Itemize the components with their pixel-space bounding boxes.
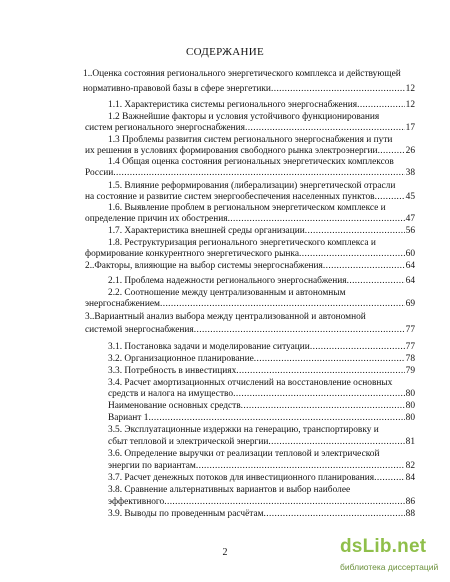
page-ref: 88 (405, 509, 415, 519)
page-ref: 77 (405, 325, 415, 335)
toc-entry[interactable] (85, 192, 415, 203)
toc-entry[interactable] (108, 389, 415, 400)
page-ref: 26 (405, 146, 415, 156)
dot-leader (164, 497, 404, 508)
toc-line: Наименование основных средств (108, 401, 241, 411)
toc-entry[interactable] (108, 342, 415, 353)
toc-entry[interactable] (85, 261, 415, 272)
toc-entry[interactable] (108, 276, 415, 287)
toc-entry[interactable] (85, 168, 415, 179)
toc-line: энергии по вариантам (108, 461, 196, 471)
toc-line: эффективного (108, 497, 165, 507)
page-ref: 79 (405, 366, 415, 376)
page-ref: 64 (405, 276, 415, 286)
toc-entry[interactable] (85, 123, 415, 134)
watermark-subtitle: библиотека диссертаций (340, 562, 439, 572)
toc-line: 3.6. Определение выручки от реализации тепловой и электрической (108, 449, 380, 459)
page-ref: 81 (405, 437, 415, 447)
toc-entry[interactable] (108, 100, 415, 111)
toc-entry[interactable] (108, 461, 415, 472)
page-ref: 80 (405, 389, 415, 399)
toc-line: нормативно-правовой базы в сфере энергетики (83, 84, 271, 94)
page-ref: 77 (405, 342, 415, 352)
toc-line: 2..Факторы, влияющие на выбор системы энергоснабжения (85, 261, 323, 271)
toc-line: 3.4. Расчет амортизационных отчислений на восстановление основных (108, 378, 393, 388)
toc-line: их решения в условиях формирования свободного рынка электроэнергии (85, 146, 378, 156)
dot-leader (113, 168, 404, 179)
dot-leader (268, 437, 404, 448)
dot-leader (374, 473, 405, 484)
page-ref: 17 (405, 123, 415, 133)
page-ref: 86 (405, 497, 415, 507)
watermark-logo: dsLib.net (340, 536, 427, 557)
dot-leader (236, 366, 404, 377)
toc-entry[interactable] (85, 146, 415, 157)
dot-leader (310, 342, 405, 353)
toc-line: 1.6. Выявление проблем в региональном энергетическом комплексе и (108, 203, 386, 213)
watermark[interactable] (340, 536, 450, 582)
page-number: 2 (222, 547, 228, 558)
toc-line: формирование конкурентного энергетического рынка (85, 249, 299, 259)
toc-entry[interactable] (108, 401, 415, 412)
toc-line: Вариант 1 (108, 413, 149, 423)
page-ref: 12 (405, 100, 415, 110)
toc-line: 3.7. Расчет денежных потоков для инвестиционного планирования (108, 473, 375, 483)
dot-leader (228, 214, 405, 225)
toc-line: 3.8. Сравнение альтернативных вариантов и выбор наиболее (108, 485, 351, 495)
toc-entry[interactable] (83, 84, 415, 95)
page-ref: 38 (405, 168, 415, 178)
page-ref: 82 (405, 461, 415, 471)
dot-leader (148, 413, 404, 424)
toc-line: энергоснабжением (85, 299, 160, 309)
toc-line: средств и налога на имущество (108, 389, 234, 399)
page-ref: 69 (405, 299, 415, 309)
toc-entry[interactable] (85, 214, 415, 225)
toc-line: 1.5. Влияние реформирования (либерализации) энергетической отрасли (108, 181, 396, 191)
toc-line: определение причин их обострения (85, 214, 228, 224)
dot-leader (378, 146, 405, 157)
toc-entry[interactable] (108, 226, 415, 237)
dot-leader (264, 509, 405, 520)
page-ref: 84 (405, 473, 415, 483)
toc-line: 3..Вариантный анализ выбора между централизованной и автономной (85, 312, 366, 322)
toc-entry[interactable] (108, 509, 415, 520)
toc-entry[interactable] (108, 497, 415, 508)
dot-leader (196, 461, 405, 472)
page-ref: 78 (405, 354, 415, 364)
page-ref: 45 (405, 192, 415, 202)
dot-leader (375, 192, 405, 203)
dot-leader (305, 226, 405, 237)
toc-line: 1.3 Проблемы развития систем регионального энергоснабжения и пути (108, 135, 393, 145)
toc-line: 2.1. Проблема надежности регионального энергоснабжения (108, 276, 347, 286)
page-ref: 80 (405, 401, 415, 411)
dot-leader (160, 299, 405, 310)
toc-line: на состояние и развитие систем энергообеспечения населенных пунктов (85, 192, 375, 202)
toc-line: 1..Оценка состояния регионального энергетического комплекса и действующей (83, 69, 401, 79)
page-ref: 12 (405, 84, 415, 94)
toc-line: систем регионального энергоснабжения (85, 123, 245, 133)
toc-line: 3.9. Выводы по проведенным расчётам (108, 509, 264, 519)
toc-entry[interactable] (108, 354, 415, 365)
dot-leader (299, 249, 405, 260)
toc-entry[interactable] (108, 413, 415, 424)
page-ref: 47 (405, 214, 415, 224)
toc-line: 1.2 Важнейшие факторы и условия устойчивого функционирования (108, 112, 380, 122)
dot-leader (241, 401, 405, 412)
toc-entry[interactable] (108, 437, 415, 448)
toc-entry[interactable] (108, 473, 415, 484)
dot-leader (194, 325, 405, 336)
dot-leader (254, 354, 405, 365)
dot-leader (323, 261, 405, 272)
toc-line: 1.4 Общая оценка состояния региональных энергетических комплексов (108, 157, 394, 167)
toc-line: 3.2. Организационное планирование (108, 354, 254, 364)
dot-leader (233, 389, 405, 400)
dot-leader (347, 276, 405, 287)
toc-line: 3.5. Эксплуатационные издержки на генерацию, транспортировку и (108, 425, 379, 435)
toc-line: 1.1. Характеристика системы регионального энергоснабжения (108, 100, 358, 110)
toc-line: сбыт тепловой и электрической энергии (108, 437, 269, 447)
page-title: СОДЕРЖАНИЕ (185, 46, 265, 58)
toc-line: 2.2. Соотношение между централизованным и автономным (108, 288, 346, 298)
toc-line: 1.7. Характеристика внешней среды организации (108, 226, 305, 236)
toc-line: 1.8. Реструктуризация регионального энергетического комплекса и (108, 238, 376, 248)
dot-leader (357, 100, 405, 111)
dot-leader (245, 123, 405, 134)
page-ref: 80 (405, 413, 415, 423)
toc-entry[interactable] (85, 299, 415, 310)
page-ref: 56 (405, 226, 415, 236)
toc-line: России (85, 168, 114, 178)
toc-entry[interactable] (85, 249, 415, 260)
page-ref: 60 (405, 249, 415, 259)
toc-line: системой энергоснабжения (85, 325, 194, 335)
toc-line: 3.1. Постановка задачи и моделирование ситуации (108, 342, 310, 352)
page-ref: 64 (405, 261, 415, 271)
toc-entry[interactable] (85, 325, 415, 336)
toc-line: 3.3. Потребность в инвестициях (108, 366, 237, 376)
dot-leader (271, 84, 405, 95)
toc-entry[interactable] (108, 366, 415, 377)
